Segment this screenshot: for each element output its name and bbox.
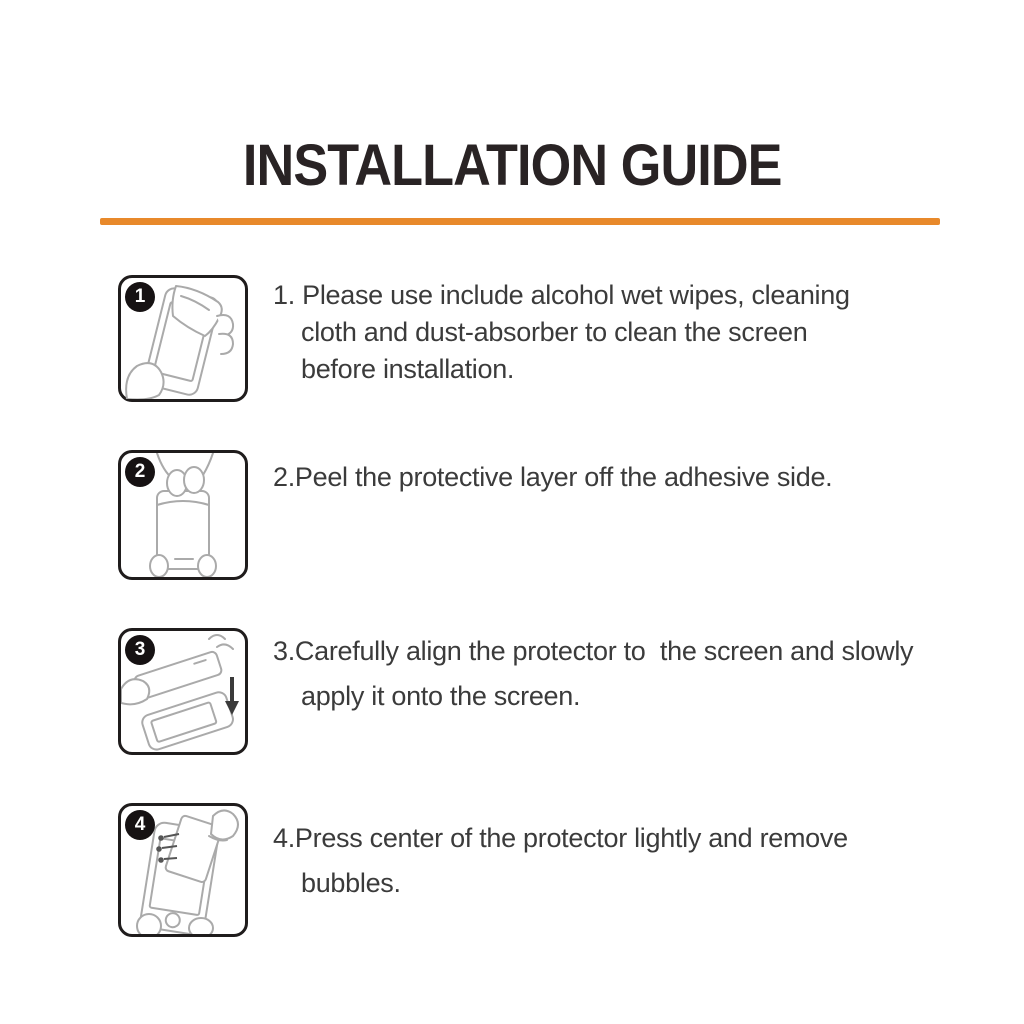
- step-1-line-1: 1. Please use include alcohol wet wipes, cleaning: [273, 280, 850, 310]
- step-row-4: [118, 803, 848, 937]
- step-1-line-3: before installation.: [301, 354, 515, 384]
- step-3-line-2: apply it onto the screen.: [301, 681, 581, 711]
- step-row-2: [118, 450, 832, 580]
- step-4-line-1: 4.Press center of the protector lightly and remove: [273, 823, 848, 853]
- step-1-figure: [118, 275, 248, 402]
- step-1-line-2: cloth and dust-absorber to clean the screen: [301, 317, 808, 347]
- step-3-text: [273, 628, 913, 719]
- step-4-text: [273, 803, 848, 906]
- step-row-1: [118, 275, 850, 402]
- step-3-figure: [118, 628, 248, 755]
- step-row-3: [118, 628, 913, 755]
- orange-divider: [100, 218, 940, 225]
- page-title-text: INSTALLATION GUIDE: [242, 133, 782, 198]
- step-1-text: [273, 275, 850, 388]
- step-4-number-badge: 4: [125, 810, 155, 840]
- step-2-line-1: 2.Peel the protective layer off the adhesive side.: [273, 462, 833, 492]
- page-title: [0, 132, 1024, 199]
- step-3-line-1: 3.Carefully align the protector to the screen and slowly: [273, 636, 914, 666]
- step-2-figure: [118, 450, 248, 580]
- step-3-number-badge: 3: [125, 635, 155, 665]
- step-2-text: [273, 450, 832, 496]
- step-1-number-badge: 1: [125, 282, 155, 312]
- step-2-number-badge: 2: [125, 457, 155, 487]
- step-4-figure: [118, 803, 248, 937]
- step-4-line-2: bubbles.: [301, 868, 401, 898]
